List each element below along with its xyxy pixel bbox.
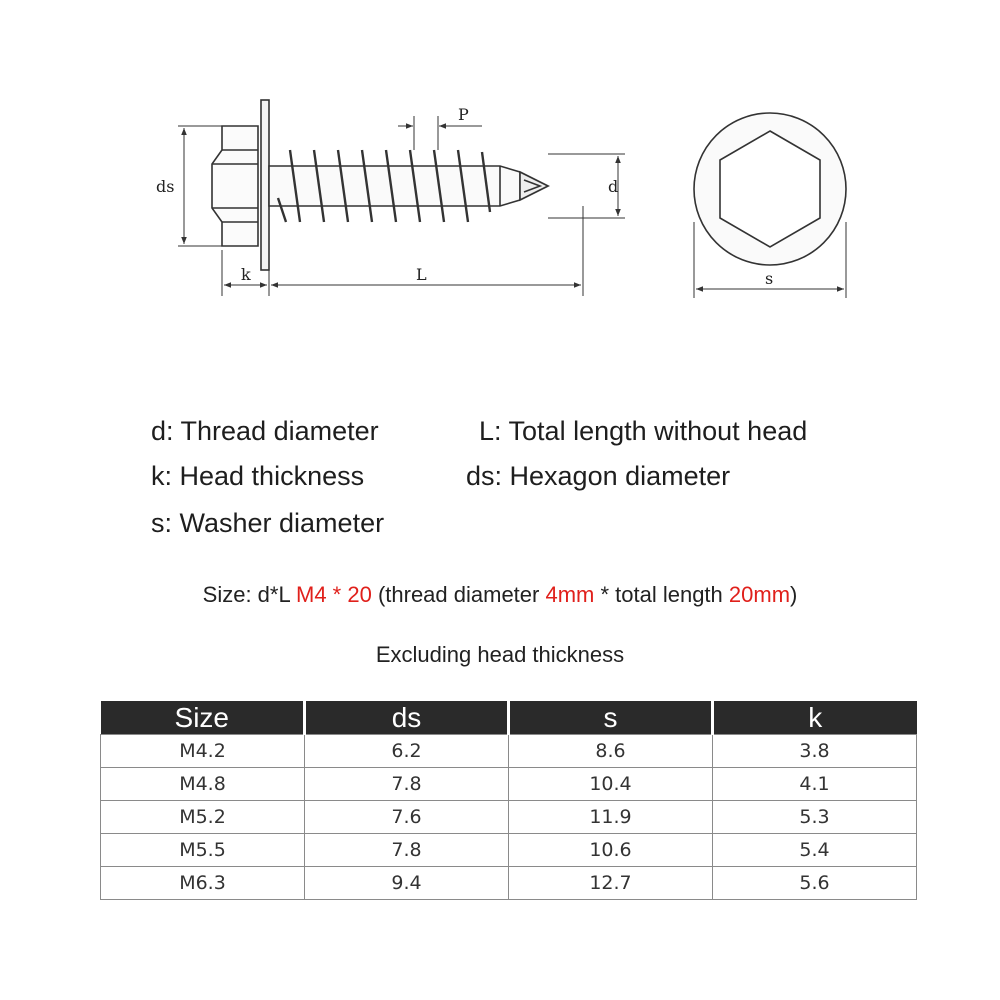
table-row: [101, 801, 917, 834]
table-header-row: [101, 701, 917, 735]
size-suffix: ): [790, 582, 798, 607]
label-s: s: [765, 269, 774, 288]
cell-s: 11.9: [509, 801, 713, 834]
cell-size: M4.8: [101, 768, 305, 801]
table-row: [101, 834, 917, 867]
label-k: k: [241, 265, 251, 284]
drill-point: [520, 172, 548, 200]
size-length: 20mm: [728, 582, 791, 607]
cell-ds: 7.8: [305, 834, 509, 867]
label-L: L: [416, 265, 427, 284]
size-line: [0, 582, 1000, 608]
size-thread: 4mm: [545, 582, 595, 607]
cell-size: M4.2: [101, 735, 305, 768]
cell-s: 12.7: [509, 867, 713, 900]
cell-ds: 6.2: [305, 735, 509, 768]
legend-L: L: Total length without head: [479, 416, 808, 446]
legend-s: s: Washer diameter: [151, 508, 385, 538]
header-size: Size: [101, 701, 305, 735]
size-mid2: * total length: [594, 582, 729, 607]
spec-table: [100, 701, 917, 900]
hex-head: [212, 126, 258, 246]
header-s: s: [509, 701, 713, 735]
cell-ds: 7.8: [305, 768, 509, 801]
screw-shank: [269, 166, 548, 206]
header-k: k: [713, 701, 917, 735]
size-model: M4 * 20: [296, 582, 372, 607]
size-mid1: (thread diameter: [371, 582, 546, 607]
legend-d: d: Thread diameter: [151, 416, 379, 446]
table-row: [101, 768, 917, 801]
size-prefix: Size: d*L: [202, 582, 296, 607]
table-row: [101, 735, 917, 768]
cell-k: 3.8: [713, 735, 917, 768]
cell-ds: 7.6: [305, 801, 509, 834]
legend-k: k: Head thickness: [151, 461, 365, 491]
cell-size: M5.5: [101, 834, 305, 867]
note-text: Excluding head thickness: [375, 642, 625, 667]
cell-size: M5.2: [101, 801, 305, 834]
screw-diagram: [0, 0, 1000, 330]
cell-s: 8.6: [509, 735, 713, 768]
header-ds: ds: [305, 701, 509, 735]
table-row: [101, 867, 917, 900]
cell-s: 10.4: [509, 768, 713, 801]
cell-size: M6.3: [101, 867, 305, 900]
label-P: P: [458, 105, 469, 124]
cell-k: 5.6: [713, 867, 917, 900]
cell-k: 4.1: [713, 768, 917, 801]
cell-s: 10.6: [509, 834, 713, 867]
cell-ds: 9.4: [305, 867, 509, 900]
label-ds: ds: [156, 177, 175, 196]
washer: [261, 100, 269, 270]
label-d: d: [608, 177, 619, 196]
cell-k: 5.4: [713, 834, 917, 867]
cell-k: 5.3: [713, 801, 917, 834]
legend-ds: ds: Hexagon diameter: [466, 461, 731, 491]
